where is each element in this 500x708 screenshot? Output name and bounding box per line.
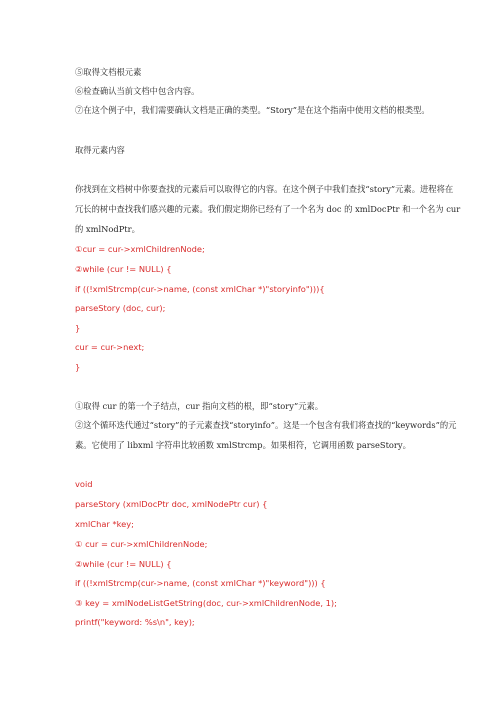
paragraph-line: 的 xmlNodPtr。 xyxy=(75,224,140,234)
code-line: } xyxy=(75,323,81,333)
code-line: ②while (cur != NULL) { xyxy=(75,264,172,274)
intro-item: ⑦在这个例子中，我们需要确认文档是正确的类型。“Story”是在这个指南中使用文档的根类型。 xyxy=(75,105,430,115)
intro-item: ⑤取得文档根元素 xyxy=(75,67,142,77)
paragraph-line: 你找到在文档树中你要查找的元素后可以取得它的内容。在这个例子中我们查找“story”元素。进程将在 xyxy=(75,184,454,194)
paragraph-line: 素。它使用了 libxml 字符串比较函数 xmlStrcmp。如果相符，它调用函数 parseStory。 xyxy=(75,440,411,450)
code-line: ①cur = cur->xmlChildrenNode; xyxy=(75,244,205,254)
code-line: cur = cur->next; xyxy=(75,342,145,352)
paragraph-line: 冗长的树中查找我们感兴趣的元素。我们假定期你已经有了一个名为 doc 的 xmlDocPtr 和一个名为 cur xyxy=(75,204,461,214)
section-title: 取得元素内容 xyxy=(75,145,125,155)
intro-item: ⑥检查确认当前文档中包含内容。 xyxy=(75,86,200,96)
code-line: if ((!xmlStrcmp(cur->name, (const xmlChar *)"storyinfo"))){ xyxy=(75,284,325,294)
code-line: if ((!xmlStrcmp(cur->name, (const xmlChar *)"keyword"))) { xyxy=(75,578,326,588)
code-line: parseStory (doc, cur); xyxy=(75,303,166,313)
code-line: parseStory (xmlDocPtr doc, xmlNodePtr cur) { xyxy=(75,499,268,509)
code-line: printf("keyword: %s\n", key); xyxy=(75,617,195,627)
code-line: xmlChar *key; xyxy=(75,519,134,529)
paragraph-line: ①取得 cur 的第一个子结点，cur 指向文档的根，即“story”元素。 xyxy=(75,401,324,411)
code-line: } xyxy=(75,362,81,372)
code-line: ③ key = xmlNodeListGetString(doc, cur->xmlChildrenNode, 1); xyxy=(75,598,337,608)
code-line: ②while (cur != NULL) { xyxy=(75,559,172,569)
code-line: void xyxy=(75,479,93,489)
paragraph-line: ②这个循环迭代通过“story”的子元素查找“storyinfo”。这是一个包含有我们将查找的“keywords”的元 xyxy=(75,420,457,430)
code-line: ① cur = cur->xmlChildrenNode; xyxy=(75,539,208,549)
